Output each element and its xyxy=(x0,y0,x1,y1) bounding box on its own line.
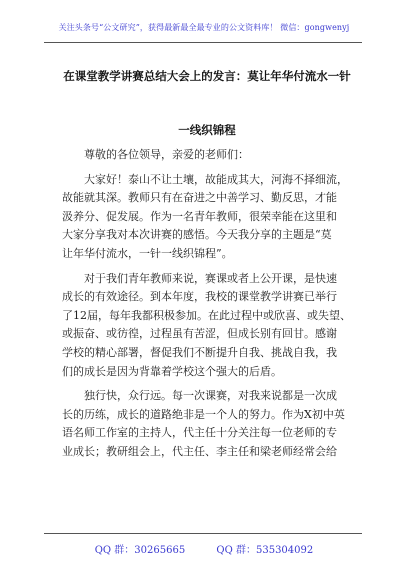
paragraph-line: 大家好！泰山不让土壤，故能成其大，河海不择细流， xyxy=(84,172,348,186)
header-note: 关注头条号“公文研究”，获得最新最全最专业的公文资料库！ 微信：gongwenyj xyxy=(58,23,350,32)
paragraph-line: 让年华付流水，一针一线织锦程”。 xyxy=(62,246,233,260)
paragraph-line: 或振奋、或彷徨，过程虽有苦涩，但成长别有回甘。感谢 xyxy=(62,327,337,341)
paragraph-3 xyxy=(62,387,352,461)
paragraph-line: 学校的精心部署，督促我们不断提升自我、挑战自我，我 xyxy=(62,345,337,359)
paragraph-line: 故能就其深。教师只有在奋进之中善学习、勤反思，才能 xyxy=(62,191,337,205)
salutation: 尊敬的各位领导，亲爱的老师们： xyxy=(84,148,249,161)
footer-qq-group-2: QQ 群：535304092 xyxy=(216,545,314,556)
document-title-line-1: 在课堂教学讲赛总结大会上的发言：莫让年华付流水一针 xyxy=(63,69,351,83)
paragraph-line: 大家分享我对本次讲赛的感悟。今天我分享的主题是“莫 xyxy=(62,228,332,242)
document-body xyxy=(62,146,352,462)
paragraph-line: 成长的有效途径。到本年度，我校的课堂教学讲赛已举行 xyxy=(62,290,337,304)
footer-qq-group-1: QQ 群：30265665 xyxy=(94,545,186,556)
paragraph-line: 汲养分、促发展。作为一名青年教师，很荣幸能在这里和 xyxy=(62,209,337,223)
document-title-line-2: 一线织锦程 xyxy=(178,123,236,137)
paragraph-line: 业成长；教研组会上，代主任、李主任和梁老师经常会给 xyxy=(62,444,337,458)
paragraph-line: 语名师工作室的主持人，代主任十分关注每一位老师的专 xyxy=(62,426,337,440)
paragraph-2 xyxy=(62,270,352,382)
paragraph-1 xyxy=(62,171,352,264)
footer-divider xyxy=(44,533,362,534)
paragraph-line: 对于我们青年教师来说，赛课或者上公开课，是快速 xyxy=(84,271,337,285)
paragraph-line: 了12届，每年我都积极参加。在此过程中或欣喜、或失望、 xyxy=(62,308,351,322)
header-divider xyxy=(44,42,362,43)
paragraph-line: 长的历练，成长的道路绝非是一个人的努力。作为X初中英 xyxy=(62,407,345,421)
paragraph-line: 独行快，众行远。每一次课赛，对我来说都是一次成 xyxy=(84,389,337,403)
paragraph-line: 们的成长是因为背靠着学校这个强大的后盾。 xyxy=(62,364,282,378)
footer xyxy=(0,541,408,556)
